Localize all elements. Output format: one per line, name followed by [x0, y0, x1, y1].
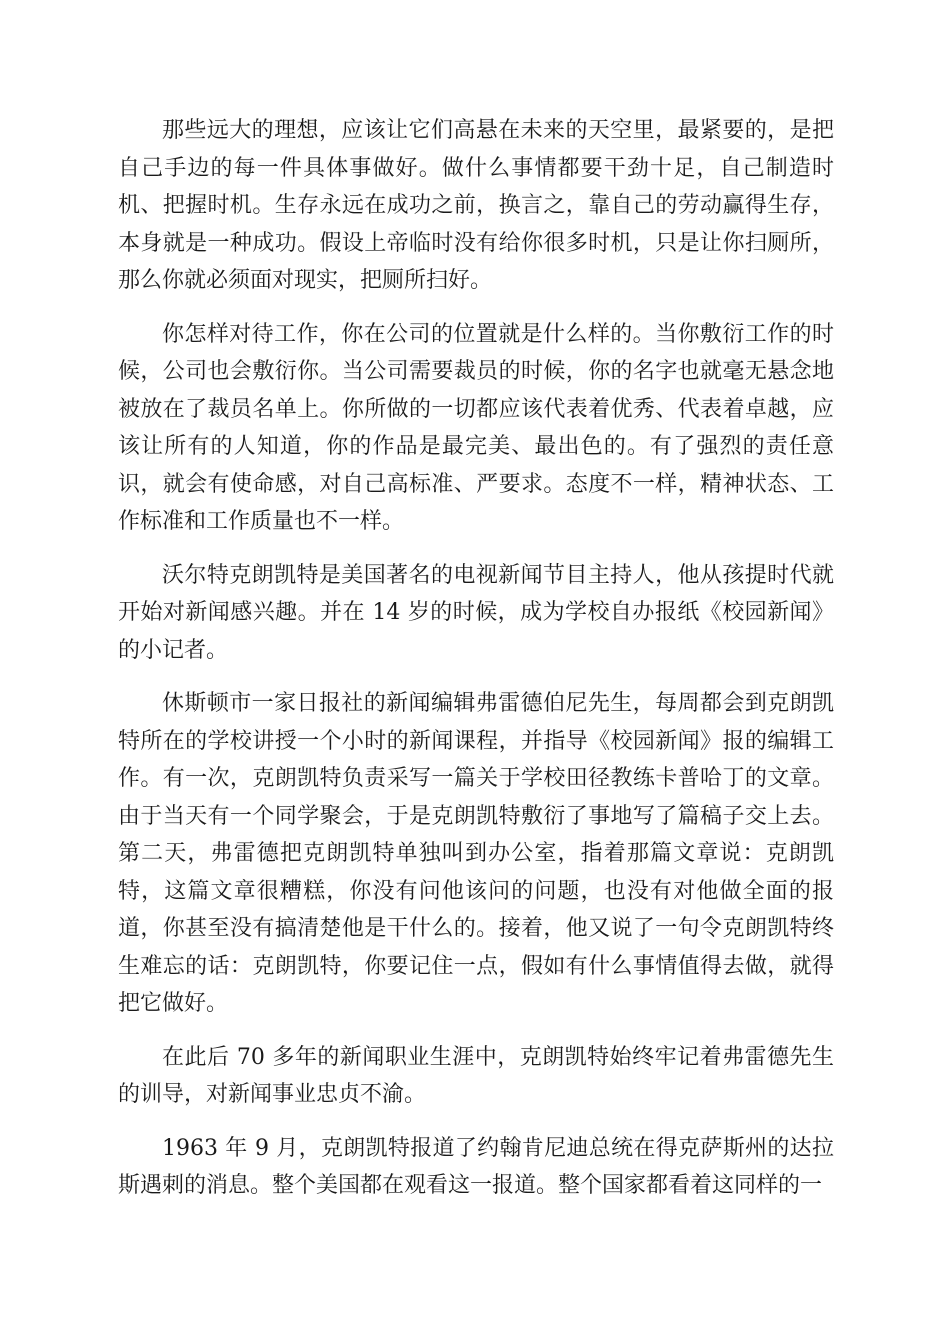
- document-body: [118, 112, 834, 1221]
- paragraph-3: 沃尔特克朗凯特是美国著名的电视新闻节目主持人，他从孩提时代就开始对新闻感兴趣。并在 14 岁的时候，成为学校自办报纸《校园新闻》的小记者。: [118, 562, 834, 663]
- paragraph-2: 你怎样对待工作，你在公司的位置就是什么样的。当你敷衍工作的时候，公司也会敷衍你。当公司需要裁员的时候，你的名字也就毫无悬念地被放在了裁员名单上。你所做的一切都应该代表着优秀、代表着卓越，应该让所有的人知道，你的作品是最完美、最出色的。有了强烈的责任意识，就会有使命感，对自己高标准、严要求。态度不一样，精神状态、工作标准和工作质量也不一样。: [118, 321, 834, 534]
- paragraph-1: 那些远大的理想，应该让它们高悬在未来的天空里，最紧要的，是把自己手边的每一件具体事做好。做什么事情都要干劲十足，自己制造时机、把握时机。生存永远在成功之前，换言之，靠自己的劳动赢得生存，本身就是一种成功。假设上帝临时没有给你很多时机，只是让你扫厕所，那么你就必须面对现实，把厕所扫好。: [118, 118, 834, 293]
- paragraph-4: 休斯顿市一家日报社的新闻编辑弗雷德伯尼先生，每周都会到克朗凯特所在的学校讲授一个小时的新闻课程，并指导《校园新闻》报的编辑工作。有一次，克朗凯特负责采写一篇关于学校田径教练卡普哈丁的文章。由于当天有一个同学聚会，于是克朗凯特敷衍了事地写了篇稿子交上去。第二天，弗雷德把克朗凯特单独叫到办公室，指着那篇文章说：克朗凯特，这篇文章很糟糕，你没有问他该问的问题，也没有对他做全面的报道，你甚至没有搞清楚他是干什么的。接着，他又说了一句令克朗凯特终生难忘的话：克朗凯特，你要记住一点，假如有什么事情值得去做，就得把它做好。: [118, 691, 834, 1016]
- paragraph-5: 在此后 70 多年的新闻职业生涯中，克朗凯特始终牢记着弗雷德先生的训导，对新闻事业忠贞不渝。: [118, 1044, 834, 1107]
- paragraph-6: 1963 年 9 月，克朗凯特报道了约翰肯尼迪总统在得克萨斯州的达拉斯遇刺的消息。整个美国都在观看这一报道。整个国家都看着这同样的一: [118, 1135, 834, 1198]
